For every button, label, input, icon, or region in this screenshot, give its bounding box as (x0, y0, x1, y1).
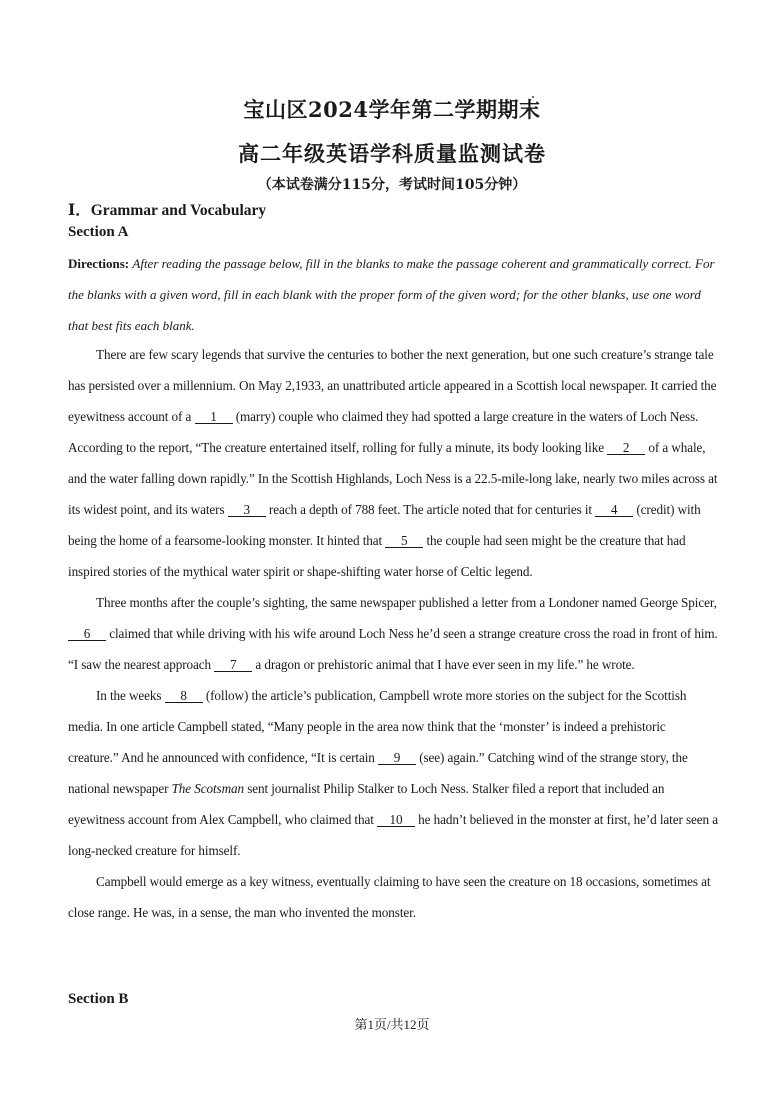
directions-label: Directions: (68, 256, 130, 271)
directions (68, 248, 718, 341)
paragraph-3: In the weeks 8 (follow) the article’s publication, Campbell wrote more stories on the subject for the Scottish media. In one article Campbell stated, “Many people in the area now think that the ‘monster’ is indeed a prehistoric creature.” And he announced with confidence, “It is certain 9 (see) again.” Catching wind of the strange story, the national newspaper The Scotsman sent journalist Philip Stalker to Loch Ness. Stalker filed a report that included an eyewitness account from Alex Campbell, who claimed that 10 he hadn’t believed in the monster at first, he’d later seen a long-necked creature for himself. (68, 688, 718, 858)
blank-3[interactable]: 3 (228, 503, 266, 517)
blank-10[interactable]: 10 (377, 813, 415, 827)
paragraph-4: Campbell would emerge as a key witness, eventually claiming to have seen the creature on 18 occasions, sometimes at close range. He was, in a sense, the man who invented the monster. (68, 874, 711, 920)
exam-title-line2: 高二年级英语学科质量监测试卷 (238, 141, 546, 166)
section-a-heading: Section A (68, 224, 129, 240)
directions-text: After reading the passage below, fill in the blanks to make the passage coherent and grammatically correct. For the blanks with a given word, fill in each blank with the proper form of the given word; for the other blanks, use one word that best fits each blank. (68, 256, 715, 333)
blank-6[interactable]: 6 (68, 627, 106, 641)
blank-8[interactable]: 8 (165, 689, 203, 703)
exam-subtitle: （本试卷满分115分，考试时间105分钟） (257, 177, 527, 193)
blank-9[interactable]: 9 (378, 751, 416, 765)
part-heading: Ⅰ．Grammar and Vocabulary (68, 202, 267, 219)
blank-7[interactable]: 7 (214, 658, 252, 672)
exam-title-line1: 宝山区2024学年第二学期期末 (243, 97, 541, 122)
newspaper-title: The Scotsman (171, 781, 244, 796)
blank-1[interactable]: 1 (195, 410, 233, 424)
blank-5[interactable]: 5 (385, 534, 423, 548)
paragraph-1: There are few scary legends that survive the centuries to bother the next generation, but one such creature’s strange tale has persisted over a millennium. On May 2,1933, an unattributed article appeared in a Scottish local newspaper. It carried the eyewitness account of a 1 (marry) couple who claimed they had spotted a large creature in the waters of Loch Ness. According to the report, “The creature entertained itself, rolling for fully a minute, its body looking like 2 of a whale, and the water falling down rapidly.” In the Scottish Highlands, Loch Ness is a 22.5-mile-long lake, nearly two miles across at its widest point, and its waters 3 reach a depth of 788 feet. The article noted that for centuries it 4 (credit) with being the home of a fearsome-looking monster. It hinted that 5 the couple had seen might be the creature that had inspired stories of the mythical water spirit or shape-shifting water horse of Celtic legend. (68, 347, 718, 579)
blank-2[interactable]: 2 (607, 441, 645, 455)
blank-4[interactable]: 4 (595, 503, 633, 517)
section-b-heading: Section B (68, 991, 129, 1007)
paragraph-2: Three months after the couple’s sighting, the same newspaper published a letter from a Londoner named George Spicer, 6 claimed that while driving with his wife around Loch Ness he’d seen a strange creature cross the road in front of him. “I saw the nearest approach 7 a dragon or prehistoric animal that I have ever seen in my life.” he wrote. (68, 595, 718, 672)
page-number: 第1页/共12页 (354, 1017, 430, 1032)
passage (68, 339, 718, 928)
